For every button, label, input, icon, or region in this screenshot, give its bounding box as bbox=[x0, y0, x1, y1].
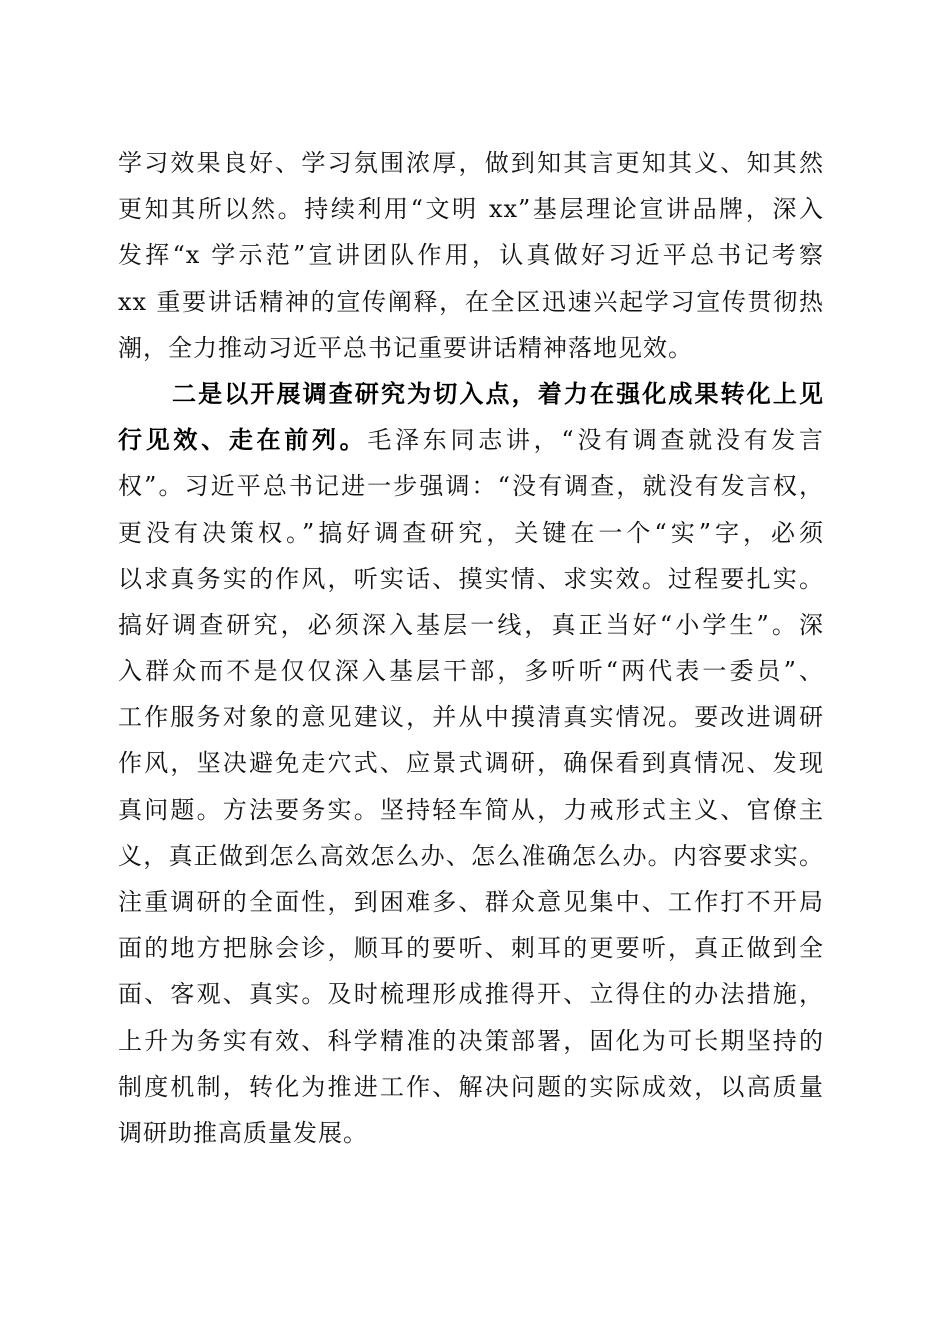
text-line bbox=[118, 1110, 824, 1156]
text-line bbox=[118, 787, 824, 833]
text-line bbox=[118, 371, 824, 417]
text-line: 学习效果良好、学习氛围浓厚，做到知其言更知其义、知其然 bbox=[118, 149, 824, 177]
text-run: 注重调研的全面性，到困难多、群众意见集中、工作打不开局 bbox=[118, 888, 824, 916]
text-run: 入群众而不是仅仅深入基层干部，多听听“两代表一委员”、 bbox=[118, 657, 824, 686]
document-body bbox=[118, 140, 824, 1156]
text-run: 搞好调查研究，必须深入基层一线，真正当好“小学生”。深 bbox=[118, 610, 824, 639]
text-run: 制度机制，转化为推进工作、解决问题的实际成效，以高质量 bbox=[118, 1072, 824, 1101]
text-run: 上升为务实有效、科学精准的决策部署，固化为可长期坚持的 bbox=[118, 1026, 824, 1055]
text-line bbox=[118, 833, 824, 879]
paragraph-2 bbox=[118, 371, 824, 1156]
text-line bbox=[118, 417, 824, 463]
text-line bbox=[118, 694, 824, 740]
text-line: 潮，全力推动习近平总书记重要讲话精神落地见效。 bbox=[118, 333, 693, 362]
text-line bbox=[118, 1064, 824, 1110]
text-run: 义，真正做到怎么高效怎么办、怎么准确怎么办。内容要求实。 bbox=[118, 841, 824, 870]
text-run: 毛泽东同志讲，“没有调查就没有发言 bbox=[367, 426, 824, 455]
text-line bbox=[118, 556, 824, 602]
text-run: 以求真务实的作风，听实话、摸实情、求实效。过程要扎实。 bbox=[118, 564, 824, 593]
text-line bbox=[118, 740, 824, 786]
text-run: 面、客观、真实。及时梳理形成推得开、立得住的办法措施， bbox=[118, 980, 824, 1009]
text-run: 调研助推高质量发展。 bbox=[118, 1118, 368, 1147]
text-line bbox=[118, 463, 824, 509]
text-line bbox=[118, 925, 824, 971]
text-line bbox=[118, 648, 824, 694]
paragraph-heading-bold: 行见效、走在前列。 bbox=[118, 425, 368, 455]
text-line bbox=[118, 602, 824, 648]
text-line: xx 重要讲话精神的宣传阐释，在全区迅速兴起学习宣传贯彻热 bbox=[118, 287, 824, 316]
text-run: 真问题。方法要务实。坚持轻车简从，力戒形式主义、官僚主 bbox=[118, 795, 824, 824]
text-run: 工作服务对象的意见建议，并从中摸清真实情况。要改进调研 bbox=[118, 703, 824, 732]
text-run: 作风，坚决避免走穴式、应景式调研，确保看到真情况、发现 bbox=[118, 749, 824, 778]
text-line: 更知其所以然。持续利用“文明 xx”基层理论宣讲品牌，深入 bbox=[118, 195, 824, 224]
text-line bbox=[118, 879, 824, 925]
text-run: 权”。习近平总书记进一步强调：“没有调查，就没有发言权， bbox=[118, 472, 824, 501]
text-line bbox=[118, 510, 824, 556]
text-run: 更没有决策权。”搞好调查研究，关键在一个“实”字，必须 bbox=[118, 518, 824, 547]
text-line bbox=[118, 971, 824, 1017]
text-line: 发挥“x 学示范”宣讲团队作用，认真做好习近平总书记考察 bbox=[118, 241, 824, 270]
paragraph-1 bbox=[118, 140, 824, 371]
text-run: 面的地方把脉会诊，顺耳的要听、刺耳的更要听，真正做到全 bbox=[118, 934, 824, 963]
paragraph-heading-bold: 二是以开展调查研究为切入点，着力在强化成果转化上见 bbox=[172, 378, 824, 408]
text-line bbox=[118, 1018, 824, 1064]
